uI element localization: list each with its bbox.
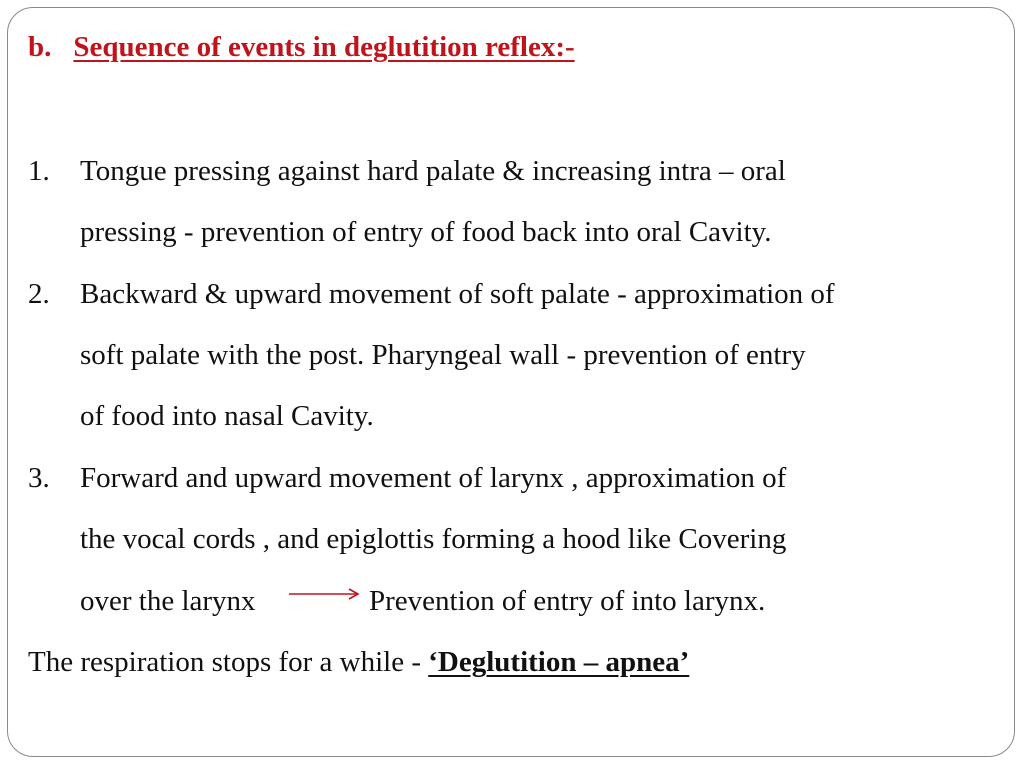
item-number-3: 3. bbox=[28, 462, 50, 494]
item-3-line-3: over the larynx bbox=[80, 585, 256, 617]
item-2-line-2: soft palate with the post. Pharyngeal wall - prevention of entry bbox=[80, 339, 806, 371]
heading-marker: b. bbox=[28, 31, 52, 63]
item-2-line-3: of food into nasal Cavity. bbox=[80, 400, 374, 432]
item-number-2: 2. bbox=[28, 278, 50, 310]
conclusion bbox=[28, 648, 689, 677]
item-3-arrow-result: Prevention of entry of into larynx. bbox=[369, 585, 766, 617]
item-2-line-1: Backward & upward movement of soft palate - approximation of bbox=[80, 278, 835, 310]
right-arrow-icon bbox=[289, 587, 361, 601]
heading-title: Sequence of events in deglutition reflex:- bbox=[73, 31, 575, 63]
item-3-line-2: the vocal cords , and epiglottis forming a hood like Covering bbox=[80, 523, 787, 555]
conclusion-emphasis: ‘Deglutition – apnea’ bbox=[428, 646, 690, 678]
item-number-1: 1. bbox=[28, 155, 50, 187]
item-1-line-1: Tongue pressing against hard palate & increasing intra – oral bbox=[80, 155, 786, 187]
item-3-line-1: Forward and upward movement of larynx , approximation of bbox=[80, 462, 787, 494]
slide-frame bbox=[7, 7, 1015, 757]
heading bbox=[28, 33, 575, 62]
conclusion-prefix: The respiration stops for a while - bbox=[28, 646, 429, 678]
item-1-line-2: pressing - prevention of entry of food back into oral Cavity. bbox=[80, 216, 772, 248]
